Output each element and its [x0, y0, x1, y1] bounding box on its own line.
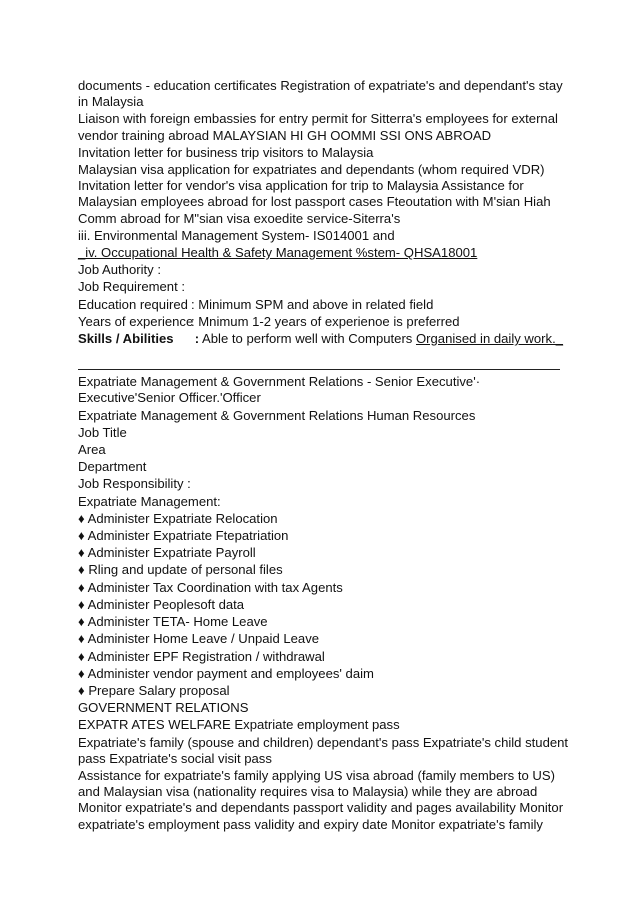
paragraph-environmental: [78, 228, 563, 244]
text-line: Invitation letter for business trip visitors to Malaysia: [78, 144, 374, 160]
family-paragraph: [78, 734, 569, 767]
text-line: expatriate's employment pass validity and expiry date Monitor expatriate's family: [78, 816, 543, 832]
text-line: iii. Environmental Management System- IS014001 and: [78, 227, 395, 243]
list-item: ♦ Administer Tax Coordination with tax Agents: [78, 579, 343, 595]
list-item: ♦ Administer Expatriate Payroll: [78, 545, 256, 561]
text-line: Job Requirement :: [78, 279, 185, 295]
responsibility-list: [78, 511, 563, 699]
dept-line: [78, 408, 563, 424]
text-line: Job Authority :: [78, 262, 161, 278]
list-item: ♦ Administer TETA- Home Leave: [78, 614, 268, 630]
text-line-underlined: _iv. Occupational Health & Safety Management %stem- QHSA18001: [78, 245, 478, 261]
list-item: ♦ Administer Expatriate Relocation: [78, 510, 278, 526]
text-line: and Malaysian visa (nationality requires visa to Malaysia) while they are abroad: [78, 784, 538, 800]
skills-colon: :: [194, 331, 200, 347]
paragraph-visa: [78, 162, 563, 227]
list-item: ♦ Administer EPF Registration / withdrawal: [78, 648, 325, 664]
document-page: [78, 78, 569, 834]
job-responsibility-label: Job Responsibility :: [78, 476, 191, 492]
text-line: pass Expatriate's social visit pass: [78, 750, 272, 766]
list-item: ♦ Prepare Salary proposal: [78, 682, 230, 698]
assistance-paragraph: [78, 768, 563, 833]
skills-value-underlined: Organised in daily work._: [415, 331, 563, 347]
welfare-line: EXPATR ATES WELFARE Expatriate employment pass: [78, 717, 400, 733]
text-line: documents - education certificates Registration of expatriate's and dependant's stay: [78, 78, 563, 93]
text-line: vendor training abroad MALAYSIAN HI GH OOMMI SSI ONS ABROAD: [78, 127, 492, 143]
job-authority: [78, 262, 563, 278]
text-line: Monitor expatriate's and dependants passport validity and pages availability Monitor: [78, 800, 564, 816]
paragraph-occupational: [78, 245, 563, 261]
text-line: Assistance for expatriate's family applying US visa abroad (family members to US): [78, 767, 555, 783]
list-item: ♦ Rling and update of personal files: [78, 562, 283, 578]
skills-row: [78, 331, 563, 347]
government-relations-heading: GOVERNMENT RELATIONS: [78, 700, 249, 716]
list-item: ♦ Administer Expatriate Ftepatriation: [78, 528, 289, 544]
section2-title: [78, 374, 563, 406]
list-item: ♦ Administer vendor payment and employees' daim: [78, 665, 374, 681]
skills-value: Able to perform well with Computers: [199, 331, 416, 347]
experience-row: [78, 314, 563, 330]
section-divider: [78, 369, 560, 370]
department-label: Department: [78, 459, 147, 475]
text-line: Expatriate Management & Government Relations - Senior Executive'·: [78, 374, 481, 390]
text-line: in Malaysia: [78, 94, 144, 110]
job-requirement: [78, 279, 563, 295]
paragraph-liaison: [78, 111, 563, 143]
text-line: Invitation letter for vendor's visa application for trip to Malaysia Assistance for: [78, 178, 524, 194]
education-row: [78, 297, 563, 313]
text-line: Liaison with foreign embassies for entry permit for Sitterra's employees for external: [78, 111, 558, 127]
paragraph-documents: [78, 78, 563, 110]
text-line: Comm abroad for M"sian visa exoedite service-Siterra's: [78, 210, 401, 226]
skills-label: Skills / Abilities: [78, 331, 174, 347]
list-item: ♦ Administer Home Leave / Unpaid Leave: [78, 631, 320, 647]
experience-value: : Mnimum 1-2 years of experienoe is preferred: [191, 313, 460, 329]
area-label: Area: [78, 442, 106, 458]
education-value: : Minimum SPM and above in related field: [191, 296, 434, 312]
list-item: ♦ Administer Peoplesoft data: [78, 596, 245, 612]
paragraph-invitation: [78, 145, 563, 161]
expatriate-management-heading: Expatriate Management:: [78, 493, 221, 509]
text-line: Expatriate's family (spouse and children) dependant's pass Expatriate's child student: [78, 734, 569, 750]
experience-label: Years of experience: [78, 313, 194, 329]
text-line: Malaysian employees abroad for lost passport cases Fteoutation with M'sian Hiah: [78, 194, 551, 210]
text-line: Malaysian visa application for expatriates and dependants (whom required VDR): [78, 162, 545, 178]
job-title-label: Job Title: [78, 424, 127, 440]
text-line: Executive'Senior Officer.'Officer: [78, 390, 261, 406]
education-label: Education required: [78, 296, 188, 312]
text-line: Expatriate Management & Government Relations Human Resources: [78, 407, 476, 423]
